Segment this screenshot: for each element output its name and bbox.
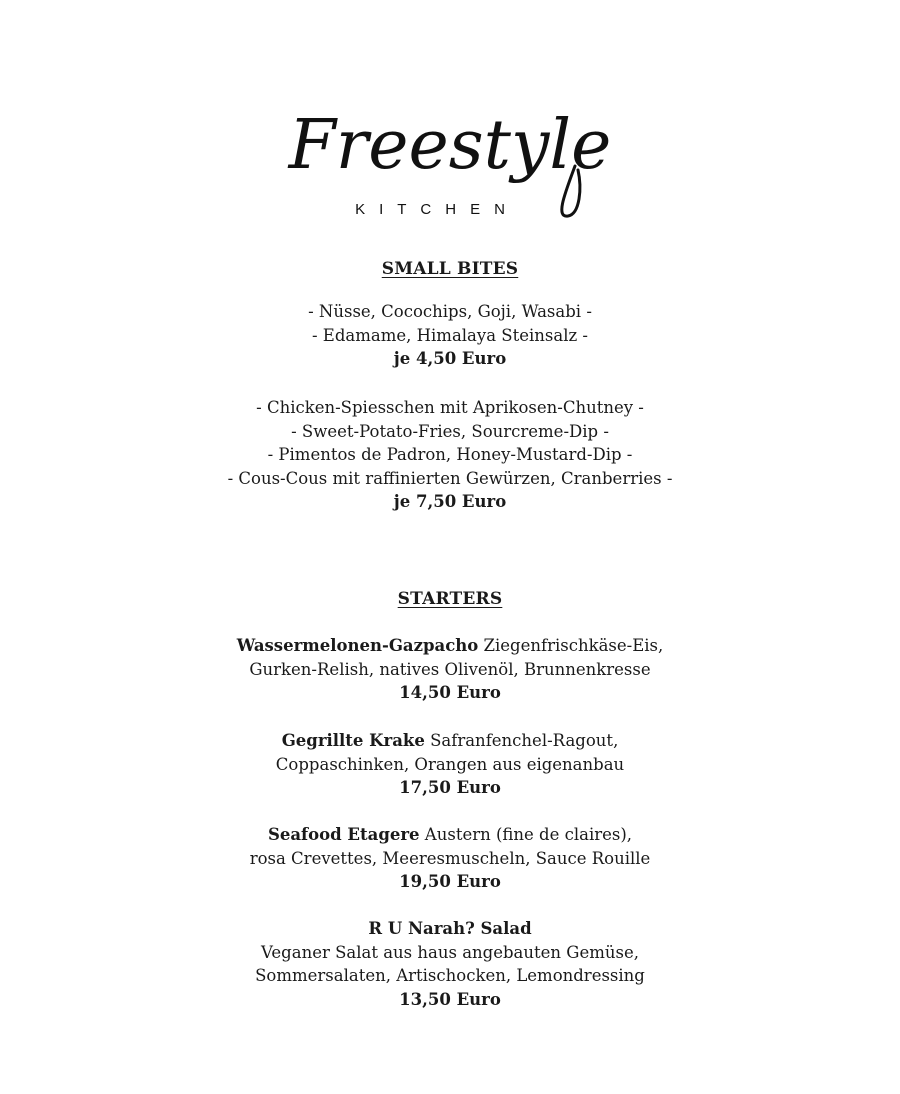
- price: 13,50 Euro: [399, 989, 501, 1009]
- starter-item: [0, 634, 900, 705]
- menu-line: - Pimentos de Padron, Honey-Mustard-Dip -: [267, 445, 633, 464]
- dish-desc: Austern (fine de claires),: [419, 825, 633, 844]
- restaurant-logo: [0, 88, 900, 228]
- starter-item: [0, 729, 900, 800]
- menu-line: - Sweet-Potato-Fries, Sourcreme-Dip -: [291, 421, 609, 441]
- starter-item: [0, 917, 900, 1011]
- logo-script-text: Freestyle: [288, 106, 612, 185]
- dish-desc: Safranfenchel-Ragout,: [424, 731, 619, 750]
- small-bites-group-2: [0, 396, 900, 514]
- small-bites-group-1: [0, 300, 900, 371]
- dish-desc: Coppaschinken, Orangen aus eigenanbau: [275, 754, 625, 774]
- small-bites-title: SMALL BITES: [381, 259, 519, 279]
- menu-line: - Chicken-Spiesschen mit Aprikosen-Chutney -: [256, 398, 644, 417]
- price: je 4,50 Euro: [393, 349, 507, 368]
- price: 14,50 Euro: [399, 683, 501, 702]
- dish-name: R U Narah? Salad: [368, 919, 532, 938]
- dish-name: Seafood Etagere: [267, 825, 420, 844]
- logo-subtitle: KITCHEN: [355, 201, 519, 218]
- starters-title: STARTERS: [397, 589, 503, 609]
- price: 19,50 Euro: [399, 872, 501, 891]
- menu-line: - Nüsse, Cocochips, Goji, Wasabi -: [308, 302, 592, 321]
- dish-desc: Veganer Salat aus haus angebauten Gemüse,: [261, 942, 639, 962]
- menu-line: - Edamame, Himalaya Steinsalz -: [311, 325, 588, 345]
- dish-name: Gegrillte Krake: [281, 731, 425, 750]
- price: je 7,50 Euro: [393, 492, 507, 511]
- dish-desc: Ziegenfrischkäse-Eis,: [478, 636, 664, 655]
- menu-line: - Cous-Cous mit raffinierten Gewürzen, Cranberries -: [227, 468, 673, 488]
- dish-name: Wassermelonen-Gazpacho: [236, 636, 479, 655]
- logo-graphic: [230, 88, 670, 228]
- dish-desc: rosa Crevettes, Meeresmuscheln, Sauce Rouille: [249, 848, 651, 868]
- starter-item: [0, 823, 900, 894]
- dish-desc: Gurken-Relish, natives Olivenöl, Brunnenkresse: [249, 659, 651, 679]
- dish-desc: Sommersalaten, Artischocken, Lemondressing: [255, 966, 645, 985]
- price: 17,50 Euro: [399, 778, 501, 797]
